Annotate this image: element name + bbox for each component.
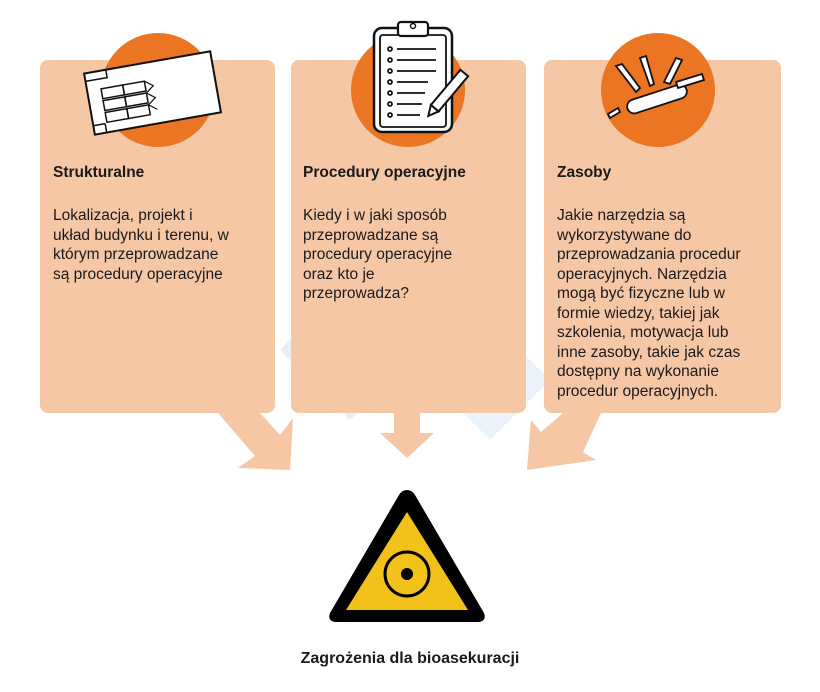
biohazard-warning-icon — [326, 486, 488, 626]
card-title: Zasoby — [557, 164, 612, 181]
card-description: Jakie narzędzia są wykorzystywane do przeprowadzania procedur operacyjnych. Narzędzia mogą być fizyczne lub w formie wiedzy, takiej jak szkolenia, motywacja lub inne zasoby, takie jak czas dostępny na wykonanie procedur operacyjnych. — [557, 207, 741, 400]
card-title: Strukturalne — [53, 164, 145, 181]
arrow-center — [380, 413, 434, 458]
card-description: Lokalizacja, projekt i układ budynku i terenu, w którym przeprowadzane są procedury operacyjne — [53, 207, 229, 283]
arrow-left — [218, 413, 293, 470]
clipboard-checklist-icon — [370, 18, 470, 136]
multitool-knife-icon — [606, 52, 710, 122]
building-plan-icon — [80, 40, 225, 140]
hazard-label: Zagrożenia dla bioasekuracji — [300, 650, 520, 667]
arrow-right — [527, 413, 601, 470]
card-title: Procedury operacyjne — [303, 164, 466, 181]
card-description: Kiedy i w jaki sposób przeprowadzane są procedury operacyjne oraz kto je przeprowadza? — [303, 207, 453, 302]
